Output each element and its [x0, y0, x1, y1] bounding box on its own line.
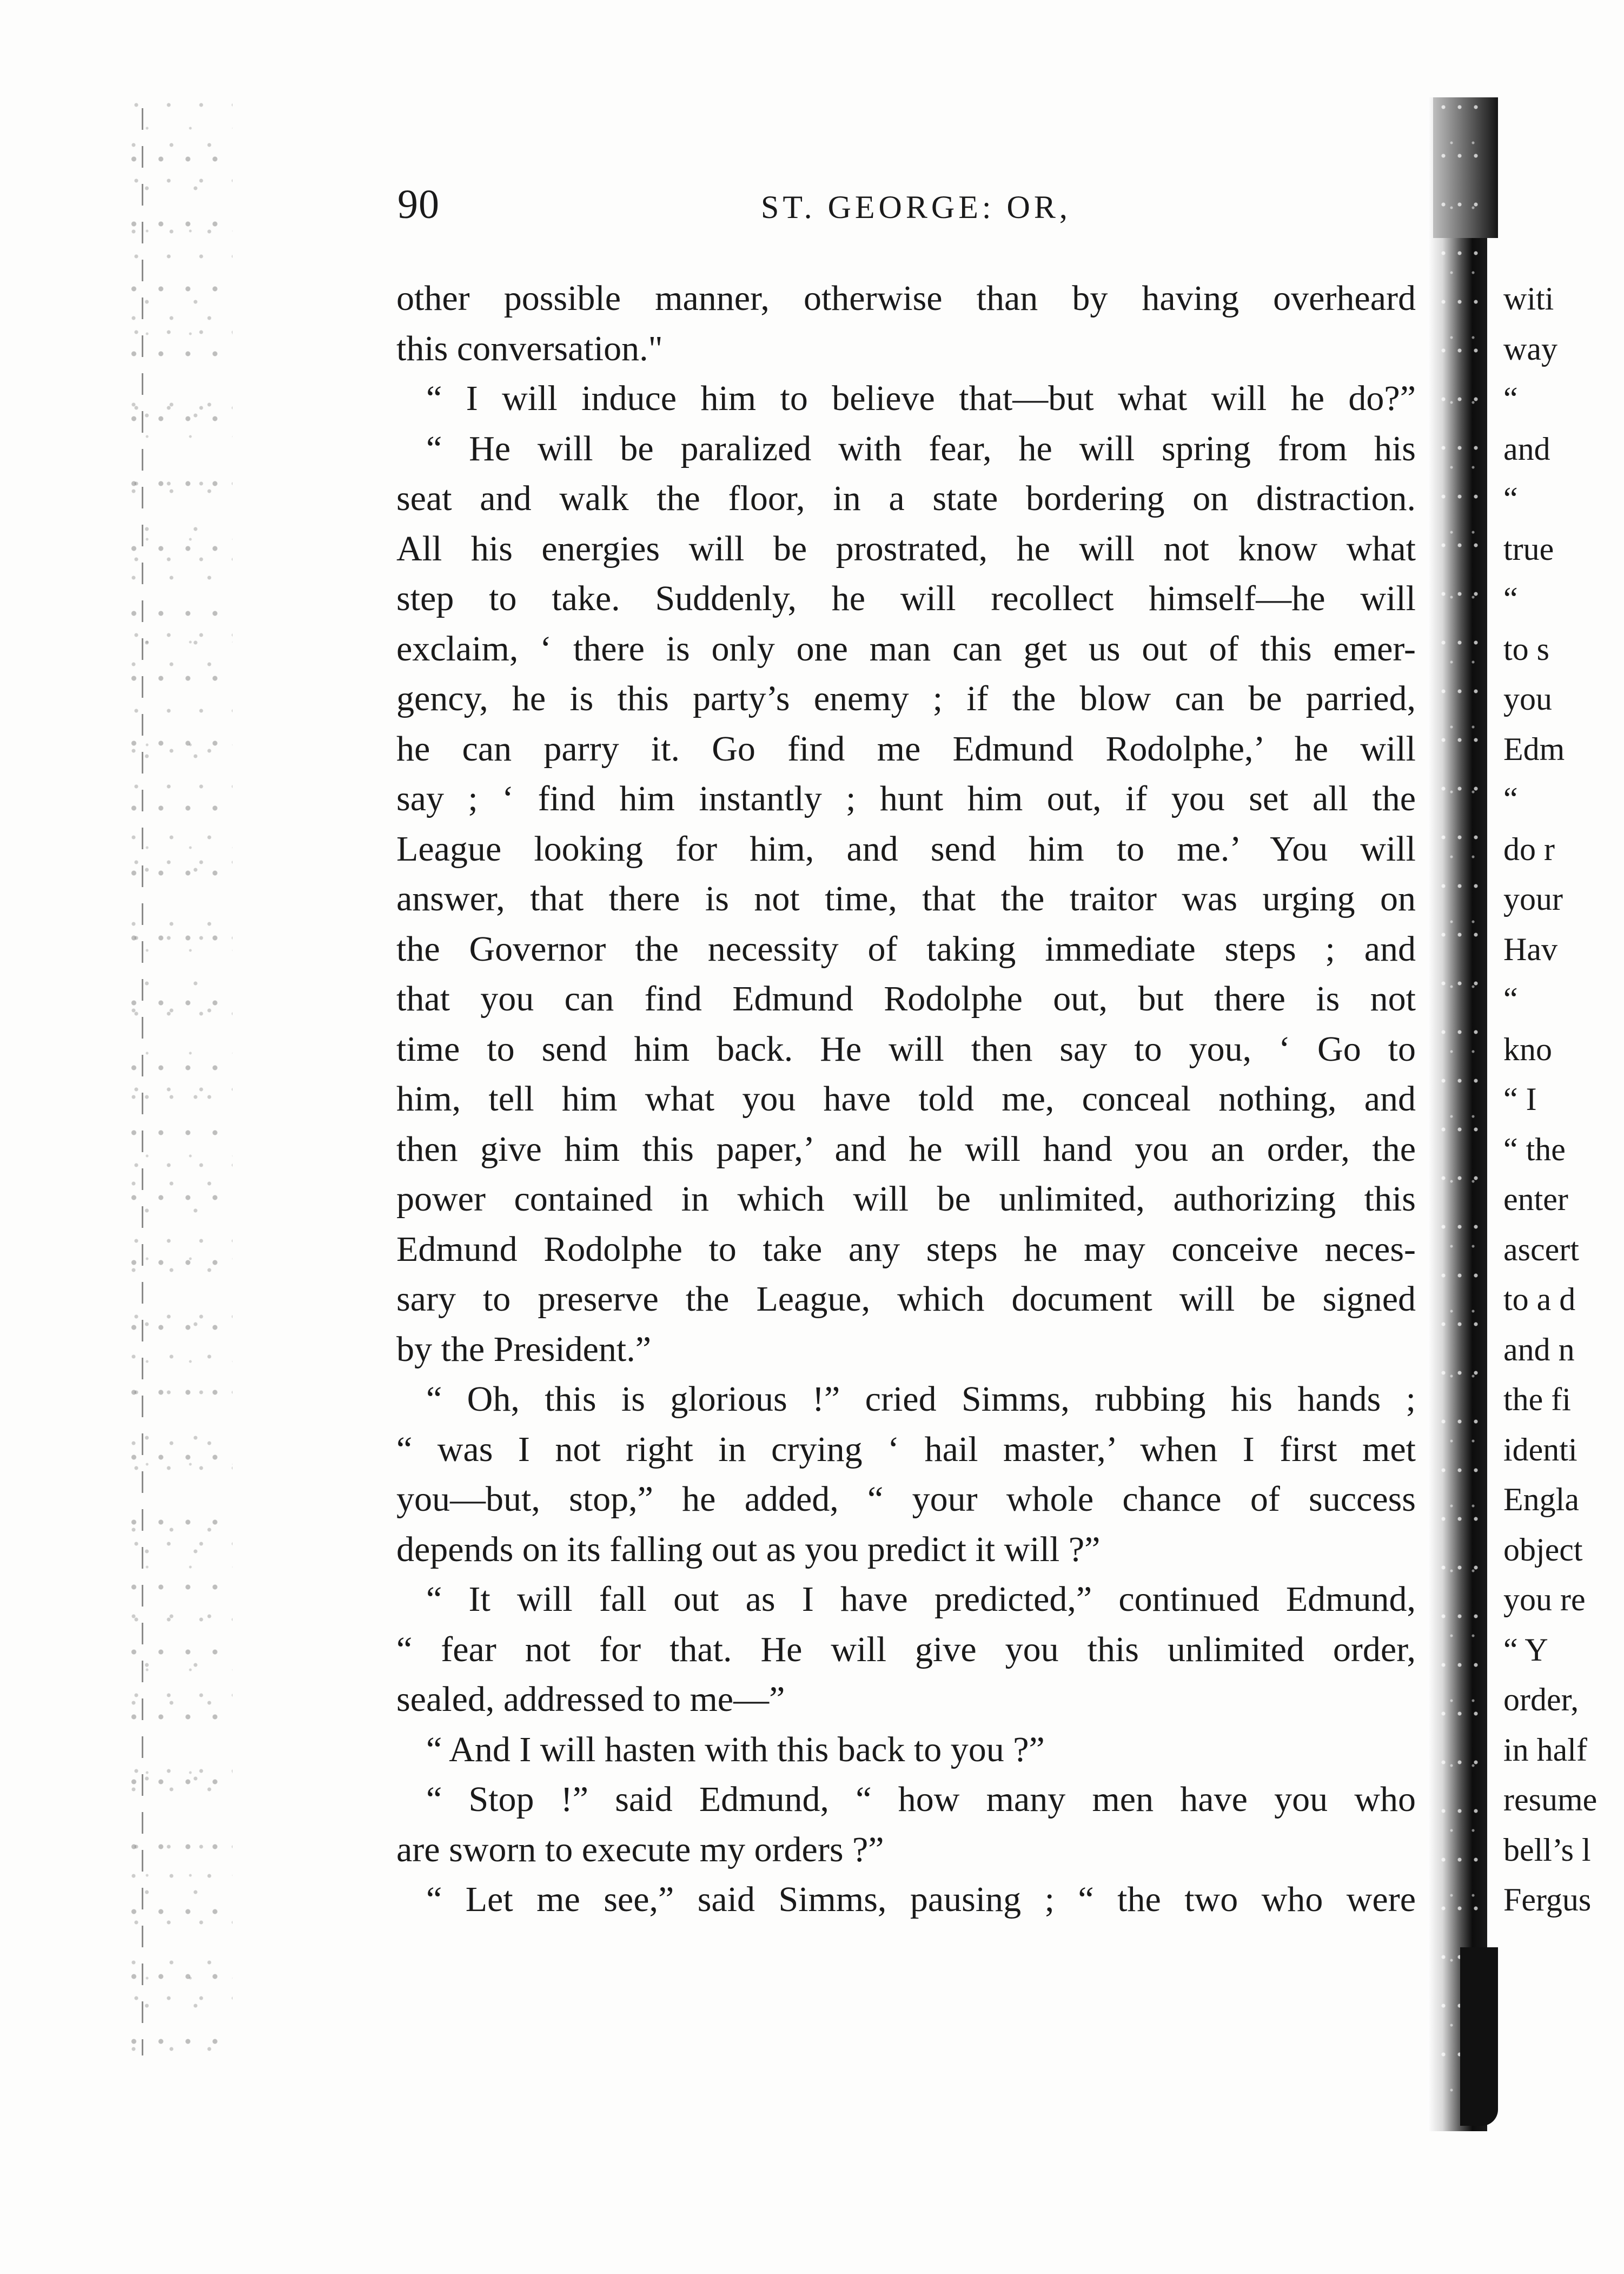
- text-line: seat and walk the floor, in a state bordering on distraction.: [396, 479, 1416, 518]
- facing-page-fragment: kno: [1503, 1031, 1552, 1067]
- facing-page-fragment: resume: [1503, 1782, 1598, 1817]
- text-line: League looking for him, and send him to me.’ You will: [396, 829, 1416, 869]
- text-line: answer, that there is not time, that the traitor was urging on: [396, 879, 1416, 918]
- text-line: by the President.”: [396, 1329, 652, 1369]
- facing-page-fragment: and n: [1503, 1331, 1575, 1367]
- text-line: exclaim, ‘ there is only one man can get us out of this emer-: [396, 629, 1416, 669]
- running-title: ST. GEORGE: OR,: [761, 189, 1071, 225]
- text-line: All his energies will be prostrated, he will not know what: [396, 528, 1416, 568]
- text-line: gency, he is this party’s enemy ; if the blow can be parried,: [396, 679, 1416, 718]
- facing-page-fragment: “ Y: [1503, 1631, 1548, 1668]
- facing-page-fragment: object: [1503, 1531, 1583, 1568]
- facing-page-fragment: do r: [1503, 831, 1555, 867]
- text-line: “ And I will hasten with this back to you ?”: [426, 1729, 1045, 1769]
- text-line: “ Oh, this is glorious !” cried Simms, rubbing his hands ;: [426, 1379, 1416, 1419]
- text-line: sealed, addressed to me—”: [396, 1680, 785, 1719]
- text-line: “ It will fall out as I have predicted,” continued Edmund,: [426, 1579, 1416, 1619]
- text-line: sary to preserve the League, which document will be signed: [396, 1279, 1416, 1319]
- facing-page-fragment: you re: [1503, 1582, 1586, 1617]
- facing-page-fragment: Engla: [1503, 1482, 1579, 1517]
- page-number: 90: [397, 182, 440, 227]
- facing-page-fragment: enter: [1503, 1181, 1568, 1217]
- text-line: this conversation.": [396, 328, 663, 368]
- facing-page-fragments: [1503, 274, 1624, 1925]
- facing-page-fragment: to s: [1503, 631, 1550, 667]
- text-line: he can parry it. Go find me Edmund Rodolphe,’ he will: [396, 729, 1416, 769]
- text-line: step to take. Suddenly, he will recollect himself—he will: [396, 579, 1416, 618]
- text-line: “ Stop !” said Edmund, “ how many men have you who: [426, 1780, 1416, 1819]
- facing-page-fragment: and: [1503, 431, 1550, 467]
- facing-page-fragment: identi: [1503, 1431, 1577, 1467]
- text-line: other possible manner, otherwise than by having overheard: [396, 279, 1416, 318]
- text-line: time to send him back. He will then say to you, ‘ Go to: [396, 1029, 1416, 1069]
- facing-page-fragment: “ I: [1503, 1081, 1537, 1117]
- binding-gutter-bottom: [1460, 1947, 1498, 2126]
- text-line: power contained in which will be unlimited, authorizing this: [396, 1179, 1416, 1219]
- text-line: “ I will induce him to believe that—but what will he do?”: [426, 379, 1416, 418]
- text-line: the Governor the necessity of taking immediate steps ; and: [396, 929, 1416, 969]
- facing-page-fragment: to a d: [1503, 1281, 1576, 1317]
- text-line: “ He will be paralized with fear, he will spring from his: [426, 428, 1416, 468]
- facing-page-fragment: “ the: [1503, 1131, 1566, 1167]
- facing-page-fragment: “: [1503, 781, 1518, 817]
- facing-page-fragment: order,: [1503, 1682, 1579, 1717]
- text-line: “ Let me see,” said Simms, pausing ; “ the two who were: [426, 1880, 1416, 1919]
- text-line: then give him this paper,’ and he will hand you an order, the: [396, 1129, 1416, 1169]
- facing-page-fragment: the fi: [1503, 1381, 1571, 1417]
- text-line: that you can find Edmund Rodolphe out, but there is not: [396, 979, 1416, 1019]
- text-line: you—but, stop,” he added, “ your whole chance of success: [396, 1479, 1416, 1519]
- facing-page-fragment: in half: [1503, 1731, 1587, 1768]
- text-line: Edmund Rodolphe to take any steps he may conceive neces-: [396, 1229, 1416, 1269]
- text-line: him, tell him what you have told me, conceal nothing, and: [396, 1079, 1416, 1119]
- facing-page-fragment: Fergus: [1503, 1882, 1592, 1918]
- facing-page-fragment: bell’s l: [1503, 1832, 1591, 1868]
- facing-page-fragment: Edm: [1503, 731, 1565, 767]
- left-page-edge: [130, 97, 233, 2072]
- facing-page-fragment: witi: [1503, 281, 1554, 316]
- running-header: [397, 181, 1430, 235]
- binding-gutter-speckle: [1439, 97, 1487, 2099]
- text-line: depends on its falling out as you predict it will ?”: [396, 1529, 1101, 1569]
- facing-page-fragment: ascert: [1503, 1231, 1579, 1267]
- body-text: [396, 274, 1416, 1925]
- facing-page-fragment: “: [1503, 481, 1518, 517]
- facing-page-fragment: your: [1503, 881, 1563, 917]
- text-line: are sworn to execute my orders ?”: [396, 1829, 884, 1869]
- text-line: say ; ‘ find him instantly ; hunt him out, if you set all the: [396, 779, 1416, 818]
- text-line: “ fear not for that. He will give you this unlimited order,: [396, 1629, 1416, 1669]
- facing-page-fragment: way: [1503, 330, 1557, 367]
- facing-page-fragment: you: [1503, 681, 1552, 717]
- text-line: “ was I not right in crying ‘ hail master,’ when I first met: [396, 1429, 1416, 1469]
- facing-page-fragment: Hav: [1503, 931, 1557, 967]
- facing-page-fragment: “: [1503, 581, 1518, 617]
- facing-page-fragment: true: [1503, 531, 1554, 567]
- facing-page-fragment: “: [1503, 381, 1518, 417]
- left-page-margin-rule: [142, 108, 143, 2055]
- facing-page-fragment: “: [1503, 981, 1518, 1017]
